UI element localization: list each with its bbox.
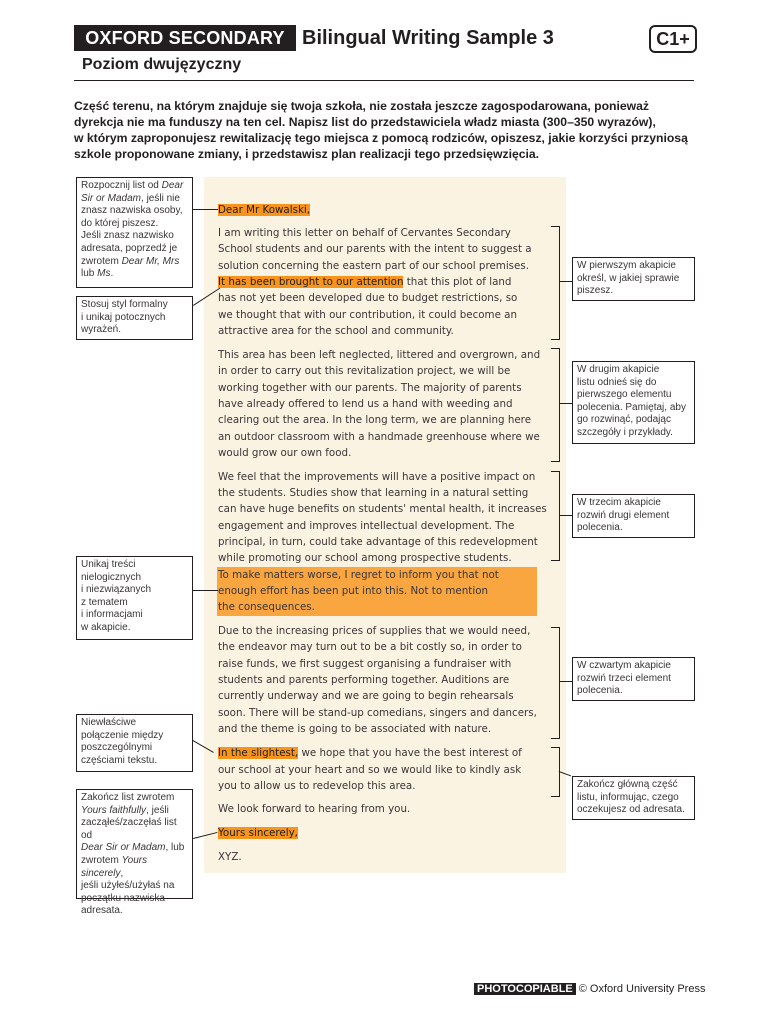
letter-line: you to allow us to redevelop this area.: [218, 780, 416, 792]
highlight-formal-phrase: It has been brought to our attention: [218, 276, 404, 288]
letter-line-rest: that this plot of land: [403, 276, 512, 288]
page-subtitle: Poziom dwujęzyczny: [82, 56, 242, 73]
letter-line: This area has been left neglected, littered and overgrown, and: [218, 349, 541, 361]
task-instructions: Część terenu, na którym znajduje się twoja szkoła, nie została jeszcze zagospodarowana, ponieważ dyrekcja nie ma funduszy na ten cel. Napisz list do przedstawiciela władz miasta (300–350 wyrazów), w którym zaproponujesz rewitalizację tego miejsca z pomocą rodziców, opiszesz, jakie korzyści przyniosą szkole proponowane zmiany, i przedstawisz plan realizacji tego przedsięwzięcia.: [74, 99, 688, 161]
highlight-closing: Yours sincerely,: [218, 827, 298, 839]
letter-line: students and parents performing together. Auditions are: [218, 674, 510, 686]
note-text: , jeśli użyłeś/użyłaś na początku nazwiska adresata.: [81, 867, 175, 917]
letter-line: attractive area for the school and community.: [218, 325, 454, 337]
letter-line: raise funds, we first suggest organising a fundraiser with: [218, 658, 512, 670]
letter-line: the endeavor may turn out to be a bit costly so, in order to: [218, 641, 522, 653]
letter-line: would grow our own food.: [218, 447, 352, 459]
note-text: , jeśli nie znasz nazwiska osoby, do której piszesz. Jeśli znasz nazwisko adresata, poprzedź je zwrotem: [81, 192, 183, 267]
letter-line: the students. Studies show that learning in a natural setting: [218, 487, 529, 499]
note-text: lub: [81, 268, 95, 280]
letter-line: principal, in turn, could take advantage of this redevelopment: [218, 536, 538, 548]
letter-line-illogical: To make matters worse, I regret to inform you that not: [218, 569, 499, 581]
note-text: Rozpocznij list od: [81, 180, 162, 191]
brand-banner: OXFORD SECONDARY: [74, 25, 296, 51]
note-closing-tip: [76, 789, 193, 917]
level-badge: C1+: [649, 25, 697, 53]
letter-line-illogical: enough effort has been put into this. Not to mention: [218, 585, 489, 597]
note-paragraph-3: W trzecim akapicie rozwiń drugi element polecenia.: [572, 494, 695, 538]
connector-line: [559, 403, 572, 404]
letter-line: engagement and improves intellectual development. The: [218, 520, 515, 532]
photocopiable-badge: PHOTOCOPIABLE: [474, 983, 576, 995]
note-formal-style: Stosuj styl formalny i unikaj potocznych wyrażeń.: [76, 296, 193, 340]
paragraph-bracket: [551, 471, 560, 561]
highlight-greeting: Dear Mr Kowalski,: [218, 204, 311, 216]
note-text-italic: Yours sincerely: [81, 854, 148, 879]
connector-line: [193, 590, 218, 591]
note-paragraph-2: W drugim akapicie listu odnieś się do pierwszego elementu polecenia. Pamiętaj, aby go rozwinąć, podając szczegóły i przykłady.: [572, 361, 695, 444]
copyright-text: © Oxford University Press: [578, 983, 706, 995]
paragraph-bracket: [551, 226, 560, 340]
letter-line: solution concerning the eastern part of our school premises.: [218, 260, 530, 272]
note-paragraph-1: W pierwszym akapicie określ, w jakiej sprawie piszesz.: [572, 257, 695, 301]
connector-line: [193, 209, 218, 210]
note-text: , jeśli zacząłeś/zaczęłaś list od: [81, 804, 177, 841]
note-text-italic: Yours faithfully: [81, 804, 147, 816]
letter-line: have already offered to lend us a hand with weeding and: [218, 398, 513, 410]
note-text-italic: Dear Sir or Madam: [81, 180, 184, 204]
note-paragraph-5: Zakończ główną część listu, informując, czego oczekujesz od adresata.: [572, 776, 695, 820]
paragraph-bracket: [551, 348, 560, 462]
letter-line: can have huge benefits on students' mental health, it increases: [218, 503, 547, 515]
page-title: Bilingual Writing Sample 3: [302, 27, 554, 49]
letter-line: and the theme is going to be associated with nature.: [218, 723, 492, 735]
note-text: .: [110, 268, 114, 280]
note-text: Zakończ list zwrotem: [81, 792, 175, 803]
note-text-italic: Dear Mr, Mrs: [121, 255, 180, 267]
letter-greeting: [218, 202, 310, 218]
letter-line: We feel that the improvements will have a positive impact on: [218, 471, 536, 483]
letter-line: currently underway and we are going to begin rehearsals: [218, 690, 514, 702]
letter-line-rest: we hope that you have the best interest of: [298, 747, 522, 759]
connector-line: [559, 281, 572, 282]
letter-line: I am writing this letter on behalf of Cervantes Secondary: [218, 227, 511, 239]
letter-line: Due to the increasing prices of supplies that we would need,: [218, 625, 531, 637]
note-greeting-tip: [76, 177, 193, 288]
letter-line: We look forward to hearing from you.: [218, 803, 411, 815]
letter-line: [218, 745, 522, 761]
header-divider: [74, 80, 694, 81]
connector-line: [559, 515, 572, 516]
highlight-wrong-linker: In the slightest,: [218, 747, 299, 759]
footer: [474, 982, 705, 996]
letter-line: working together with our parents. The majority of parents: [218, 382, 522, 394]
note-text-italic: Dear Sir or Madam: [81, 842, 166, 854]
letter-closing: [218, 825, 298, 841]
letter-line: we thought that with our contribution, it could become an: [218, 309, 518, 321]
letter-signature: XYZ.: [218, 851, 242, 863]
letter-line: [218, 274, 511, 290]
letter-line: an outdoor classroom with a handmade greenhouse where we: [218, 431, 540, 443]
letter-line: School students and our parents with the intent to suggest a: [218, 243, 532, 255]
letter-line: clearing out the area. In the long term, we are planning here: [218, 414, 532, 426]
note-text-italic: Ms: [97, 268, 111, 280]
note-wrong-linker: Niewłaściwe połączenie między poszczególnymi częściami tekstu.: [76, 714, 193, 772]
note-illogical-content: Unikaj treści nielogicznych i niezwiązanych z tematem i informacjami w akapicie.: [76, 556, 193, 640]
note-paragraph-4: W czwartym akapicie rozwiń trzeci element polecenia.: [572, 657, 695, 701]
letter-line: in order to carry out this revitalization project, we will be: [218, 365, 511, 377]
letter-line: has not yet been developed due to budget restrictions, so: [218, 292, 518, 304]
letter-line: soon. There will be stand-up comedians, singers and dancers,: [218, 707, 537, 719]
connector-line: [559, 681, 572, 682]
letter-line: while promoting our school among prospective students.: [218, 552, 512, 564]
paragraph-bracket: [551, 627, 560, 739]
note-text: , lub zwrotem: [81, 842, 185, 866]
letter-line: our school at your heart and so we would like to kindly ask: [218, 764, 522, 776]
letter-line-illogical: the consequences.: [218, 601, 315, 613]
